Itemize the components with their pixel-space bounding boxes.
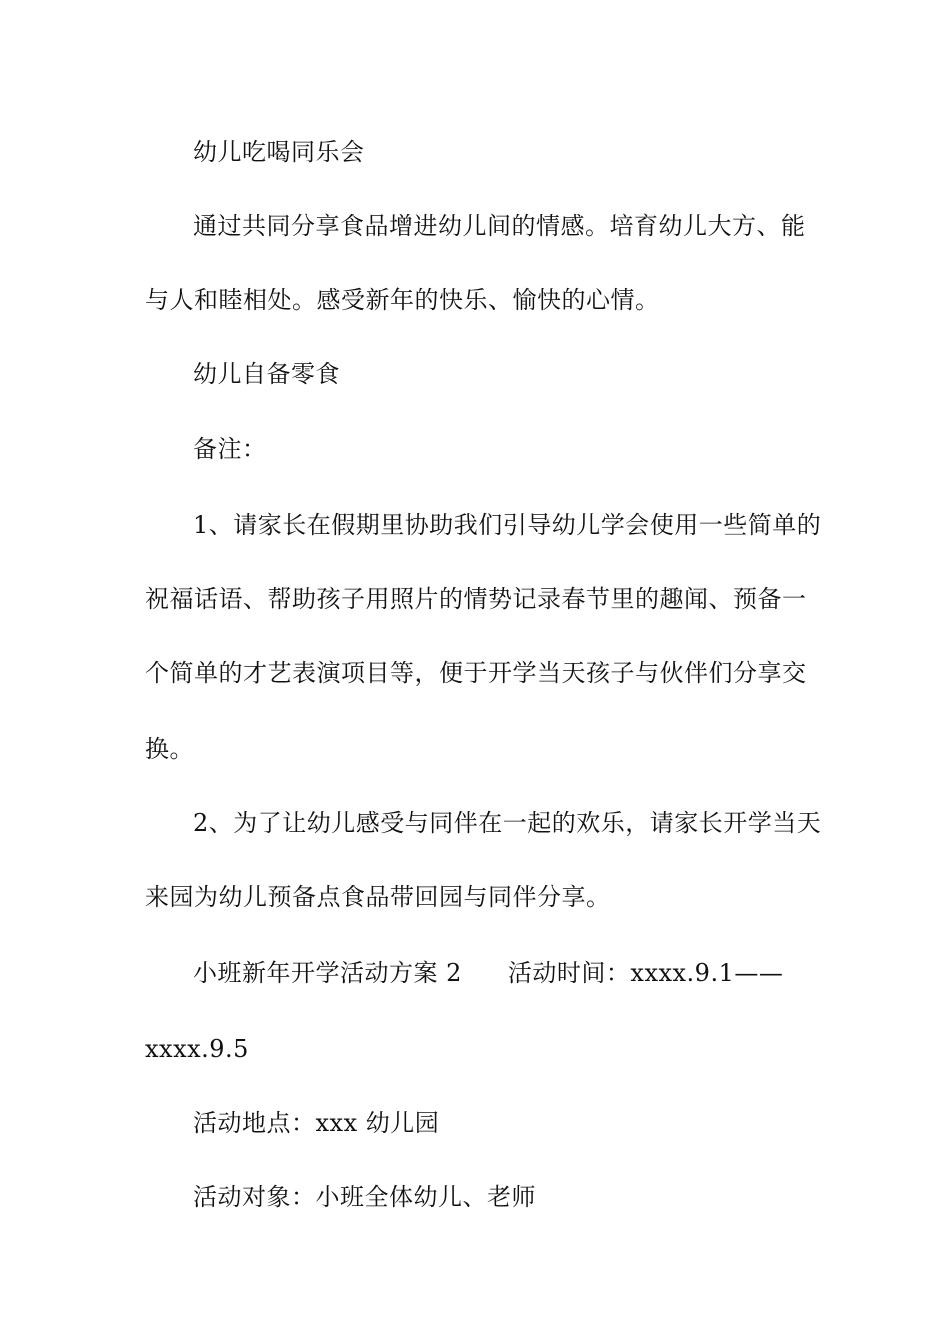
activity-participants: 活动对象：小班全体幼儿、老师 [193, 1183, 536, 1211]
notes-label: 备注： [193, 435, 267, 463]
paragraph-line: 来园为幼儿预备点食品带回园与同伴分享。 [145, 883, 611, 911]
activity-location: 活动地点：xxx 幼儿园 [193, 1109, 440, 1137]
plan-title-line [193, 958, 783, 988]
paragraph-line: 与人和睦相处。感受新年的快乐、愉快的心情。 [145, 286, 660, 314]
paragraph-line: 幼儿自备零食 [193, 360, 340, 388]
section-heading-snack-party: 幼儿吃喝同乐会 [193, 138, 365, 166]
activity-time-label: 活动时间：xxxx.9.1—— [507, 959, 784, 987]
note-item-2: 2、为了让幼儿感受与同伴在一起的欢乐，请家长开学当天 [193, 809, 822, 837]
note-item-1: 1、请家长在假期里协助我们引导幼儿学会使用一些简单的 [193, 511, 822, 539]
paragraph-line: 个简单的才艺表演项目等，便于开学当天孩子与伙伴们分享交 [145, 659, 807, 687]
paragraph-line: 通过共同分享食品增进幼儿间的情感。培育幼儿大方、能 [193, 212, 806, 240]
paragraph-line: 换。 [145, 735, 194, 763]
paragraph-line: 祝福话语、帮助孩子用照片的情势记录春节里的趣闻、预备一 [145, 585, 807, 613]
plan-title: 小班新年开学活动方案 2 [193, 959, 462, 987]
activity-time-end: xxxx.9.5 [145, 1035, 249, 1063]
